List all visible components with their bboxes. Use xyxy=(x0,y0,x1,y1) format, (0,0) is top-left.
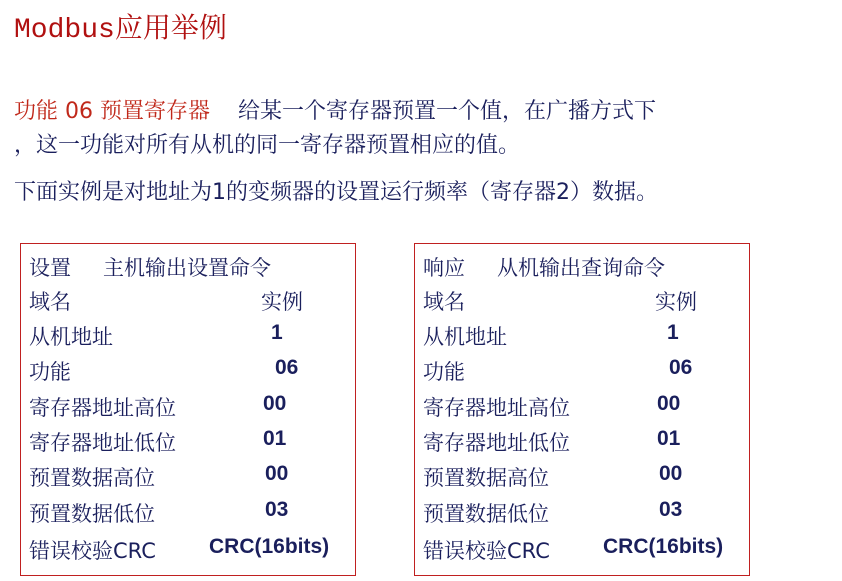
field-name: 从机地址 xyxy=(423,325,507,349)
column-header-example: 实例 xyxy=(655,290,697,314)
field-name: 寄存器地址低位 xyxy=(423,431,570,455)
crc-field: 错误校验CRC xyxy=(29,539,156,563)
box-header-command: 从机输出查询命令 xyxy=(497,256,665,280)
field-value: 06 xyxy=(275,356,299,379)
field-value: 03 xyxy=(265,498,289,521)
field-value: 06 xyxy=(669,356,693,379)
field-name: 预置数据高位 xyxy=(423,466,549,490)
page-title: Modbus应用举例 xyxy=(14,15,227,46)
field-value: 00 xyxy=(265,462,289,485)
field-name: 预置数据低位 xyxy=(423,502,549,526)
field-value: 00 xyxy=(263,392,287,415)
field-value: 1 xyxy=(667,321,679,344)
crc-value: CRC(16bits) xyxy=(209,535,330,558)
field-value: 03 xyxy=(659,498,683,521)
field-name: 寄存器地址高位 xyxy=(423,396,570,420)
field-name: 寄存器地址高位 xyxy=(29,396,176,420)
field-name: 寄存器地址低位 xyxy=(29,431,176,455)
box-header-command: 主机输出设置命令 xyxy=(103,256,271,280)
column-header-field: 域名 xyxy=(29,290,71,314)
function-label: 功能 06 预置寄存器 xyxy=(14,99,210,124)
request-frame-box xyxy=(20,243,356,576)
column-header-example: 实例 xyxy=(261,290,303,314)
field-name: 功能 xyxy=(29,360,71,384)
box-header xyxy=(423,252,665,284)
field-name: 预置数据低位 xyxy=(29,502,155,526)
field-value: 00 xyxy=(657,392,681,415)
field-value: 1 xyxy=(271,321,283,344)
intro-line-2: ，这一功能对所有从机的同一寄存器预置相应的值。 xyxy=(14,133,521,158)
box-header xyxy=(29,252,271,284)
field-value: 00 xyxy=(659,462,683,485)
intro-line-1-text: 给某一个寄存器预置一个值，在广播方式下 xyxy=(237,99,656,124)
box-header-label: 设置 xyxy=(29,256,71,280)
field-name: 预置数据高位 xyxy=(29,466,155,490)
crc-value: CRC(16bits) xyxy=(603,535,724,558)
column-header-field: 域名 xyxy=(423,290,465,314)
intro-line-3: 下面实例是对地址为1的变频器的设置运行频率（寄存器2）数据。 xyxy=(14,180,658,205)
field-value: 01 xyxy=(657,427,681,450)
response-frame-box xyxy=(414,243,750,576)
intro-line-1 xyxy=(14,94,656,125)
field-name: 从机地址 xyxy=(29,325,113,349)
box-header-label: 响应 xyxy=(423,256,465,280)
field-value: 01 xyxy=(263,427,287,450)
crc-field: 错误校验CRC xyxy=(423,539,550,563)
field-name: 功能 xyxy=(423,360,465,384)
